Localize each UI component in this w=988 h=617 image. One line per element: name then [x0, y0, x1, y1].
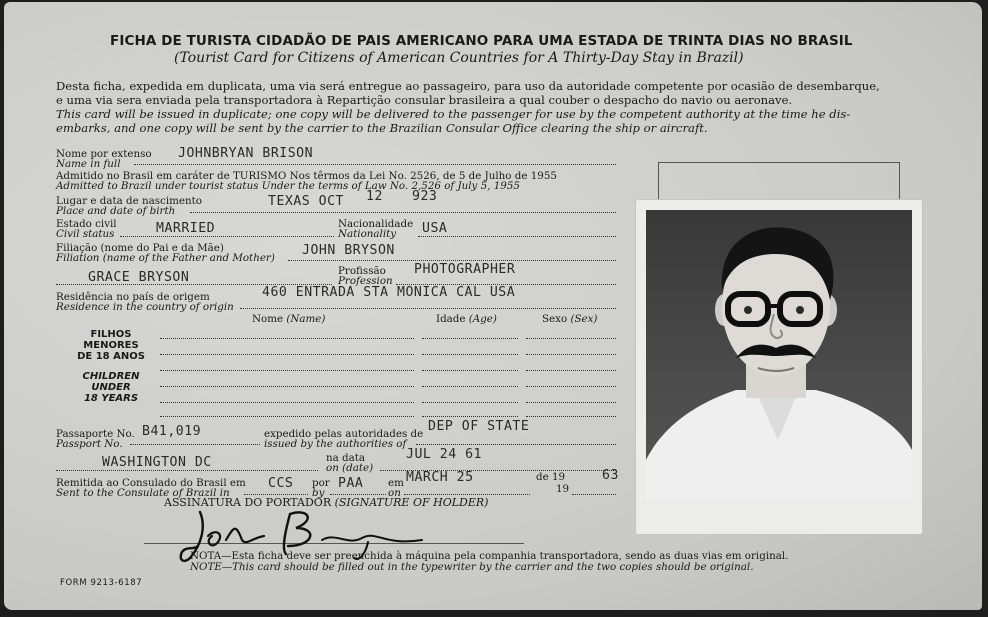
birth-label-pt: Lugar e data de nascimento — [56, 195, 202, 207]
remitted-city-value: CCS — [268, 476, 294, 491]
by-label: by — [312, 487, 325, 499]
children-label-en: CHILDREN UNDER 18 YEARS — [82, 371, 140, 404]
card-subtitle: (Tourist Card for Citizens of American Countries for A Thirty-Day Stay in Brazil) — [174, 50, 744, 66]
issued-label-en: issued by the authorities of — [264, 438, 407, 450]
de-19-label: de 19 — [536, 471, 566, 483]
children-label-pt: FILHOS MENORES DE 18 ANOS — [77, 329, 145, 362]
portrait-photo-icon — [646, 210, 912, 500]
mother-value: GRACE BRYSON — [88, 270, 190, 285]
signature-label: ASSINATURA DO PORTADOR (SIGNATURE OF HOLDER) — [164, 496, 489, 509]
tourist-card — [4, 2, 982, 610]
intro-pt-line2: e uma via sera enviada pela transportadora à Repartição consular brasileira a qual couber o despacho do navio ou aeronave. — [56, 93, 793, 107]
birth-label-en: Place and date of birth — [56, 205, 176, 217]
intro-pt-line1: Desta ficha, expedida em duplicata, uma via será entregue ao passageiro, para uso da autoridade competente por ocasião de desembarque, — [56, 79, 880, 93]
filiation-label-en: Filiation (name of the Father and Mother) — [56, 252, 275, 264]
admitted-label-pt: Admitido no Brasil em caráter de TURISMO Nos têrmos da Lei No. 2526, de 5 de Julho de 1955 — [56, 170, 557, 182]
residence-label-pt: Residência no país de origem — [56, 291, 210, 303]
on-label: on — [388, 487, 401, 499]
col-sex-header: Sexo (Sex) — [542, 313, 598, 325]
nationality-label-en: Nationality — [338, 228, 397, 240]
stub-box — [658, 162, 900, 201]
civil-label-en: Civil status — [56, 228, 115, 240]
photo-frame — [636, 200, 922, 534]
note-en: NOTE—This card should be filled out in the typewriter by the carrier and the two copies should be original. — [190, 561, 754, 573]
profession-label-pt: Profissão — [338, 265, 386, 277]
passport-number-value: B41,019 — [142, 424, 202, 439]
intro-en-line1: This card will be issued in duplicate; one copy will be delivered to the passenger for use by the competent authority at the time he dis- — [56, 107, 851, 121]
remitted-date-value: MARCH 25 — [406, 470, 474, 485]
col-age-header: Idade (Age) — [436, 313, 497, 325]
remitted-label-en: Sent to the Consulate of Brazil in — [56, 487, 230, 499]
birth-day-value: 12 — [366, 189, 383, 204]
passport-label-pt: Passaporte No. — [56, 428, 135, 440]
intro-en-line2: embarks, and one copy will be sent by the carrier to the Brazilian Consular Office clearing the ship or aircraft. — [56, 121, 708, 135]
passport-date-value: JUL 24 61 — [406, 447, 482, 462]
civil-label-pt: Estado civil — [56, 218, 117, 230]
nationality-label-pt: Nacionalidade — [338, 218, 414, 230]
civil-value: MARRIED — [156, 221, 216, 236]
profession-value: PHOTOGRAPHER — [414, 262, 516, 277]
date-label-en: on (date) — [326, 462, 374, 474]
father-value: JOHN BRYSON — [302, 243, 395, 258]
admitted-label-en: Admitted to Brazil under tourist status Under the terms of Law No. 2,526 of July 5, 1955 — [56, 180, 520, 192]
issued-label-pt: expedido pelas autoridades de — [264, 428, 424, 440]
passport-city-value: WASHINGTON DC — [102, 455, 212, 470]
por-label: por — [312, 477, 330, 489]
remitted-year-value: 63 — [602, 468, 619, 483]
birth-year-value: 923 — [412, 189, 438, 204]
issued-by-value: DEP OF STATE — [428, 419, 530, 434]
name-value: JOHNBRYAN BRISON — [178, 146, 314, 161]
birth-place-value: TEXAS OCT — [268, 194, 344, 209]
em-label: em — [388, 477, 404, 489]
col-name-header: Nome (Name) — [252, 313, 326, 325]
date-label-pt: na data — [326, 452, 366, 464]
filiation-label-pt: Filiação (nome do Pai e da Mãe) — [56, 242, 224, 254]
profession-label-en: Profession — [338, 275, 393, 287]
residence-value: 460 ENTRADA STA MONICA CAL USA — [262, 285, 516, 300]
remitted-label-pt: Remitida ao Consulado do Brasil em — [56, 477, 246, 489]
card-title: FICHA DE TURISTA CIDADÃO DE PAIS AMERICANO PARA UMA ESTADA DE TRINTA DIAS NO BRASIL — [110, 33, 853, 49]
form-number: FORM 9213-6187 — [60, 578, 143, 588]
nineteen-label: 19 — [556, 483, 570, 495]
residence-label-en: Residence in the country of origin — [56, 301, 234, 313]
carrier-value: PAA — [338, 476, 364, 491]
name-label-en: Name in full — [56, 158, 121, 170]
name-label-pt: Nome por extenso — [56, 148, 152, 160]
nationality-value: USA — [422, 221, 448, 236]
note-pt: NOTA—Esta ficha deve ser preenchida à máquina pela companhia transportadora, sendo as duas vias em original. — [190, 550, 789, 562]
passport-label-en: Passport No. — [56, 438, 123, 450]
